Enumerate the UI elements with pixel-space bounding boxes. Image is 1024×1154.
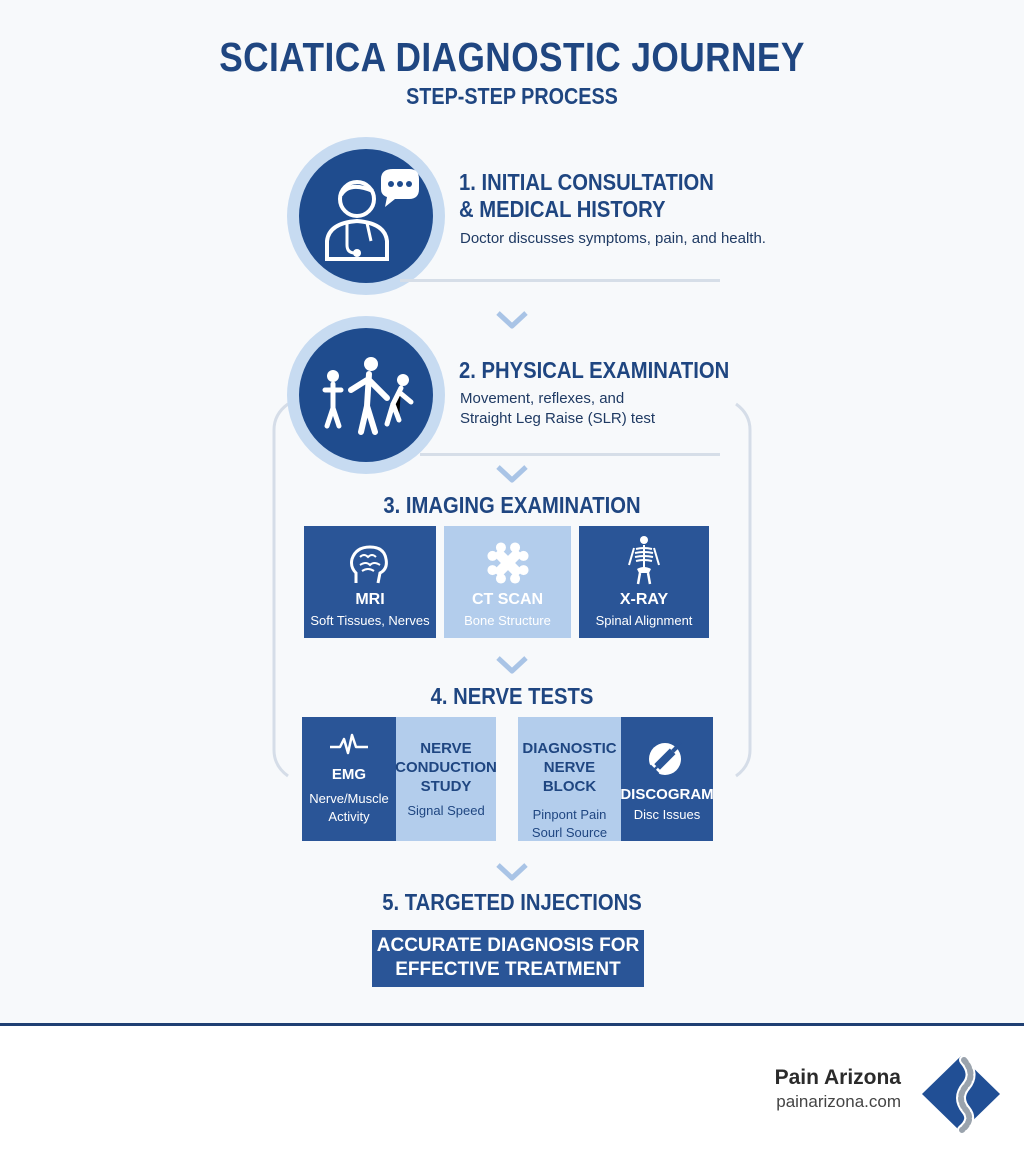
spine-logo-icon	[920, 1054, 1002, 1134]
nerve-tests-title: 4. NERVE TESTS	[430, 683, 594, 709]
step1-icon-circle	[287, 137, 445, 295]
dnb-label-line2: NERVE BLOCK	[542, 759, 597, 795]
dnb-sublabel-line2: Sourl Source	[531, 825, 608, 840]
step5-title: 5. TARGETED INJECTIONS	[382, 889, 642, 915]
ncs-label-line3: STUDY	[420, 777, 472, 795]
mri-label: MRI	[355, 591, 385, 608]
emg-sublabel-line1: Nerve/Muscle	[309, 790, 389, 806]
step2-divider	[420, 453, 720, 456]
right-bracket-line	[732, 400, 756, 780]
emg-label: EMG	[331, 765, 367, 783]
nerve-cell-emg	[302, 717, 396, 841]
result-line1: ACCURATE DIAGNOSIS FOR	[376, 935, 640, 956]
x-ray-label: X-RAY	[619, 591, 669, 608]
nerve-cell-diagnostic-nerve-block	[518, 717, 621, 841]
page-subtitle: STEP-STEP PROCESS	[406, 83, 618, 109]
x-ray-sublabel: Spinal Alignment	[595, 613, 693, 628]
nerve-cell-conduction-study	[396, 717, 496, 841]
ncs-label-line2: CONDUCTION	[395, 758, 497, 776]
imaging-title: 3. IMAGING EXAMINATION	[383, 492, 641, 518]
chevron-down-icon	[495, 655, 529, 675]
step1-title-line1: 1. INITIAL CONSULTATION	[459, 169, 714, 195]
step2-description-line1: Movement, reflexes, and	[460, 390, 625, 407]
footer	[0, 1026, 1024, 1154]
step1-divider	[400, 279, 720, 282]
ct-scan-sublabel: Bone Structure	[464, 613, 551, 628]
chevron-down-icon	[495, 310, 529, 330]
left-bracket-line	[268, 400, 292, 780]
step1-title-line2: & MEDICAL HISTORY	[459, 196, 666, 222]
dnb-sublabel-line1: Pinpont Pain	[532, 807, 607, 822]
result-line2: EFFECTIVE TREATMENT	[395, 959, 621, 980]
chevron-down-icon	[495, 862, 529, 882]
physical-exam-icon	[299, 328, 433, 462]
ncs-label-line1: NERVE	[420, 739, 472, 757]
nerve-cell-discogram	[621, 717, 713, 841]
syringe-icon	[645, 735, 689, 779]
emg-sublabel-line2: Activity	[328, 808, 370, 824]
imaging-tile-ct-scan	[444, 526, 571, 638]
step1-description: Doctor discusses symptoms, pain, and health.	[460, 230, 766, 247]
brain-icon	[348, 545, 392, 585]
step2-description-line2: Straight Leg Raise (SLR) test	[460, 410, 656, 427]
step2-title: 2. PHYSICAL EXAMINATION	[459, 357, 730, 383]
page-title: SCIATICA DIAGNOSTIC JOURNEY	[219, 34, 805, 80]
doctor-consultation-icon	[299, 149, 433, 283]
result-banner	[372, 930, 644, 987]
step2-icon-circle	[287, 316, 445, 474]
brand-name: Pain Arizona	[774, 1066, 901, 1089]
imaging-tile-mri	[304, 526, 436, 638]
dnb-label-line1: DIAGNOSTIC	[522, 740, 617, 757]
skeleton-icon	[626, 535, 662, 585]
mri-sublabel: Soft Tissues, Nerves	[310, 613, 430, 628]
chevron-down-icon	[495, 464, 529, 484]
ncs-sublabel: Signal Speed	[407, 802, 485, 818]
discogram-label: DISCOGRAM	[620, 785, 714, 803]
imaging-tile-x-ray	[579, 526, 709, 638]
ct-scan-label: CT SCAN	[471, 591, 544, 608]
bone-icon	[485, 541, 531, 585]
brand-url: painarizona.com	[776, 1092, 901, 1111]
pulse-icon	[328, 733, 370, 757]
discogram-sublabel: Disc Issues	[633, 806, 701, 822]
